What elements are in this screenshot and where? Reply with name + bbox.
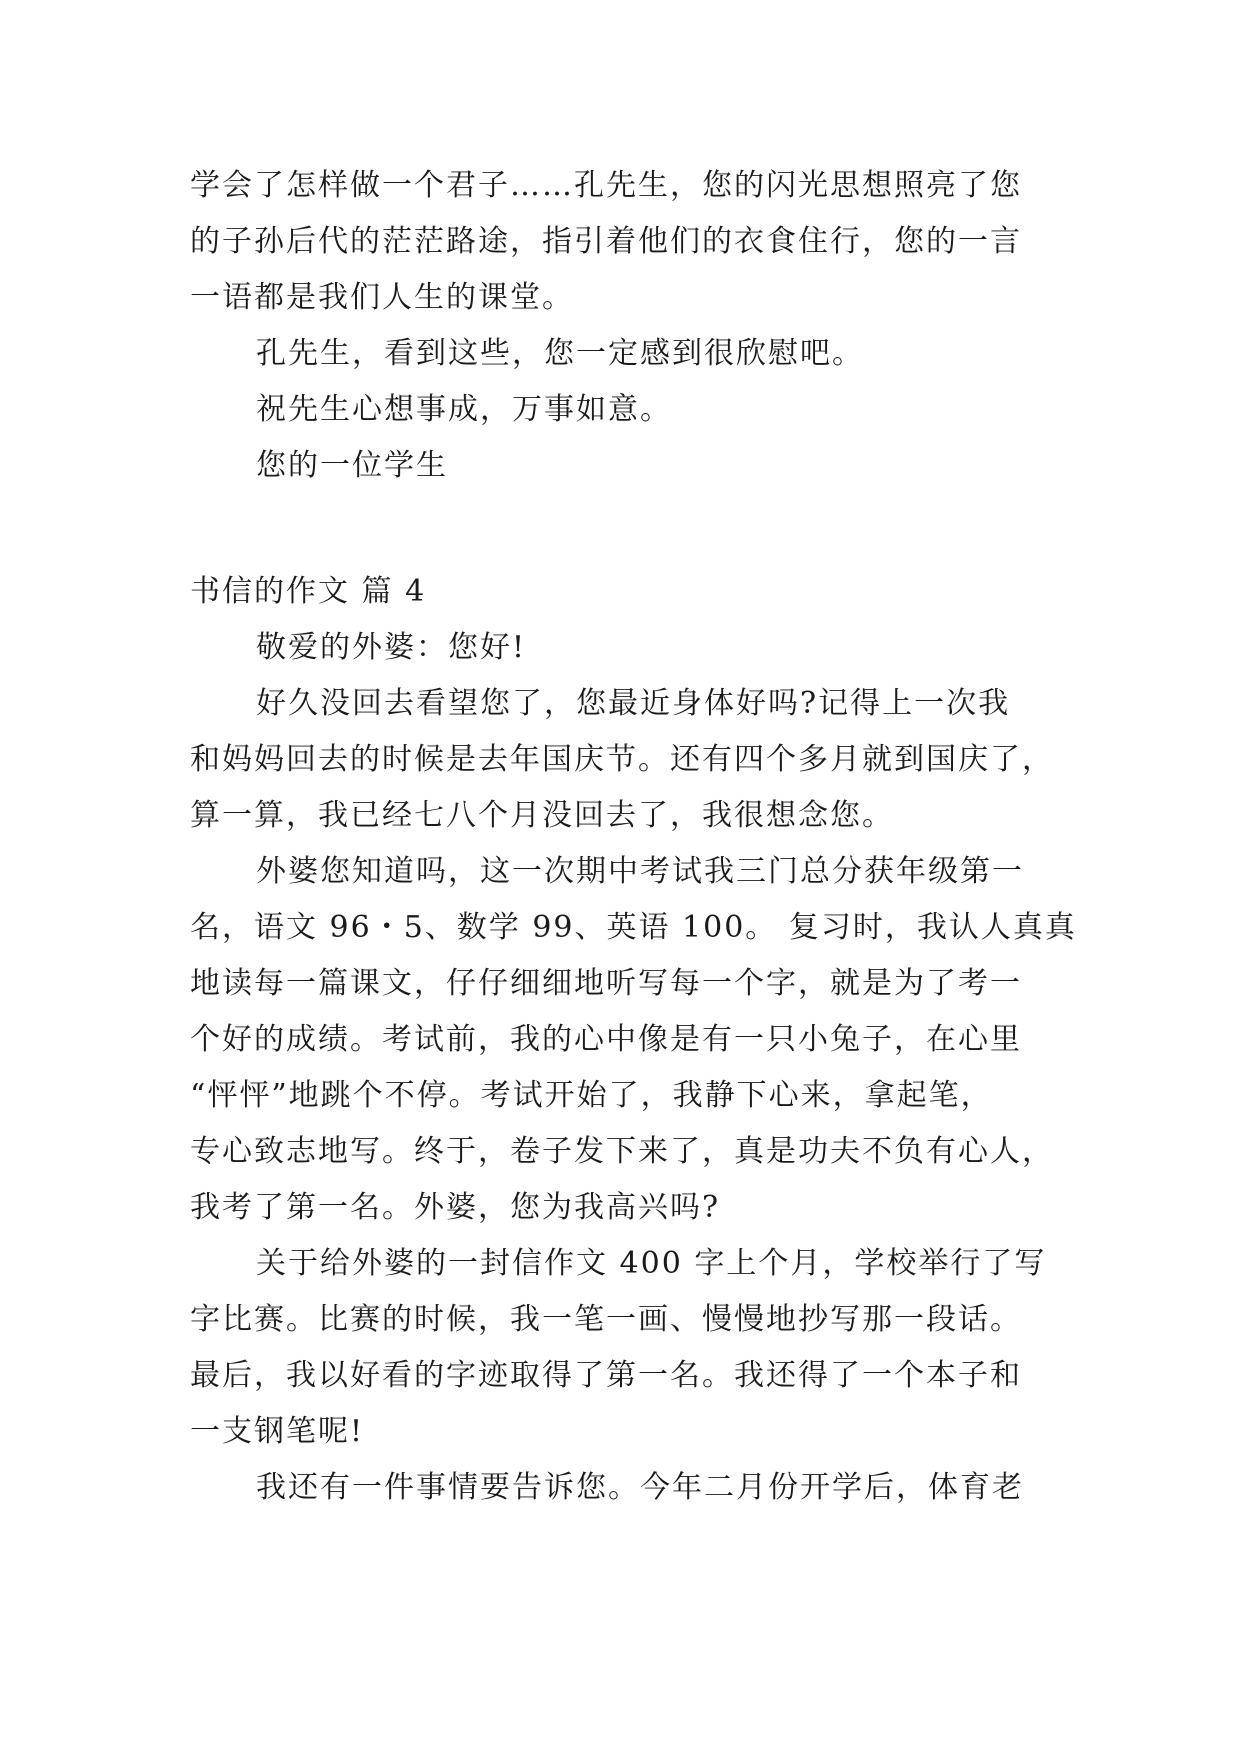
paragraph-line: 地读每一篇课文，仔仔细细地听写每一个字，就是为了考一 <box>190 966 1022 1001</box>
paragraph-line: 算一算，我已经七八个月没回去了，我很想念您。 <box>190 798 894 833</box>
paragraph-line: 我考了第一名。外婆，您为我高兴吗? <box>190 1190 721 1225</box>
signature-line: 您的一位学生 <box>256 448 448 483</box>
paragraph-line: 我还有一件事情要告诉您。今年二月份开学后，体育老 <box>256 1470 1024 1505</box>
paragraph-line: 好久没回去看望您了，您最近身体好吗?记得上一次我 <box>256 686 1011 721</box>
paragraph-line: 字比赛。比赛的时候，我一笔一画、慢慢地抄写那一段话。 <box>190 1302 1022 1337</box>
paragraph-line: 外婆您知道吗，这一次期中考试我三门总分获年级第一 <box>256 854 1024 889</box>
paragraph-line: 个好的成绩。考试前，我的心中像是有一只小兔子，在心里 <box>190 1022 1022 1057</box>
paragraph-line: 名，语文 96・5、数学 99、英语 100。 复习时，我认人真真 <box>190 910 1077 945</box>
salutation-line: 敬爱的外婆：您好! <box>256 630 527 665</box>
paragraph-line: “怦怦”地跳个不停。考试开始了，我静下心来，拿起笔， <box>190 1078 993 1113</box>
paragraph-line: 学会了怎样做一个君子……孔先生，您的闪光思想照亮了您 <box>190 168 1022 203</box>
paragraph-line: 的子孙后代的茫茫路途，指引着他们的衣食住行，您的一言 <box>190 224 1022 259</box>
paragraph-line: 关于给外婆的一封信作文 400 字上个月，学校举行了写 <box>256 1246 1047 1281</box>
paragraph-line: 专心致志地写。终于，卷子发下来了，真是功夫不负有心人， <box>190 1134 1054 1169</box>
paragraph-line: 孔先生，看到这些，您一定感到很欣慰吧。 <box>256 336 864 371</box>
paragraph-line: 祝先生心想事成，万事如意。 <box>256 392 672 427</box>
section-heading: 书信的作文 篇 4 <box>190 574 427 609</box>
paragraph-line: 最后，我以好看的字迹取得了第一名。我还得了一个本子和 <box>190 1358 1022 1393</box>
paragraph-line: 一语都是我们人生的课堂。 <box>190 280 574 315</box>
paragraph-line: 一支钢笔呢! <box>190 1414 365 1449</box>
paragraph-line: 和妈妈回去的时候是去年国庆节。还有四个多月就到国庆了， <box>190 742 1054 777</box>
